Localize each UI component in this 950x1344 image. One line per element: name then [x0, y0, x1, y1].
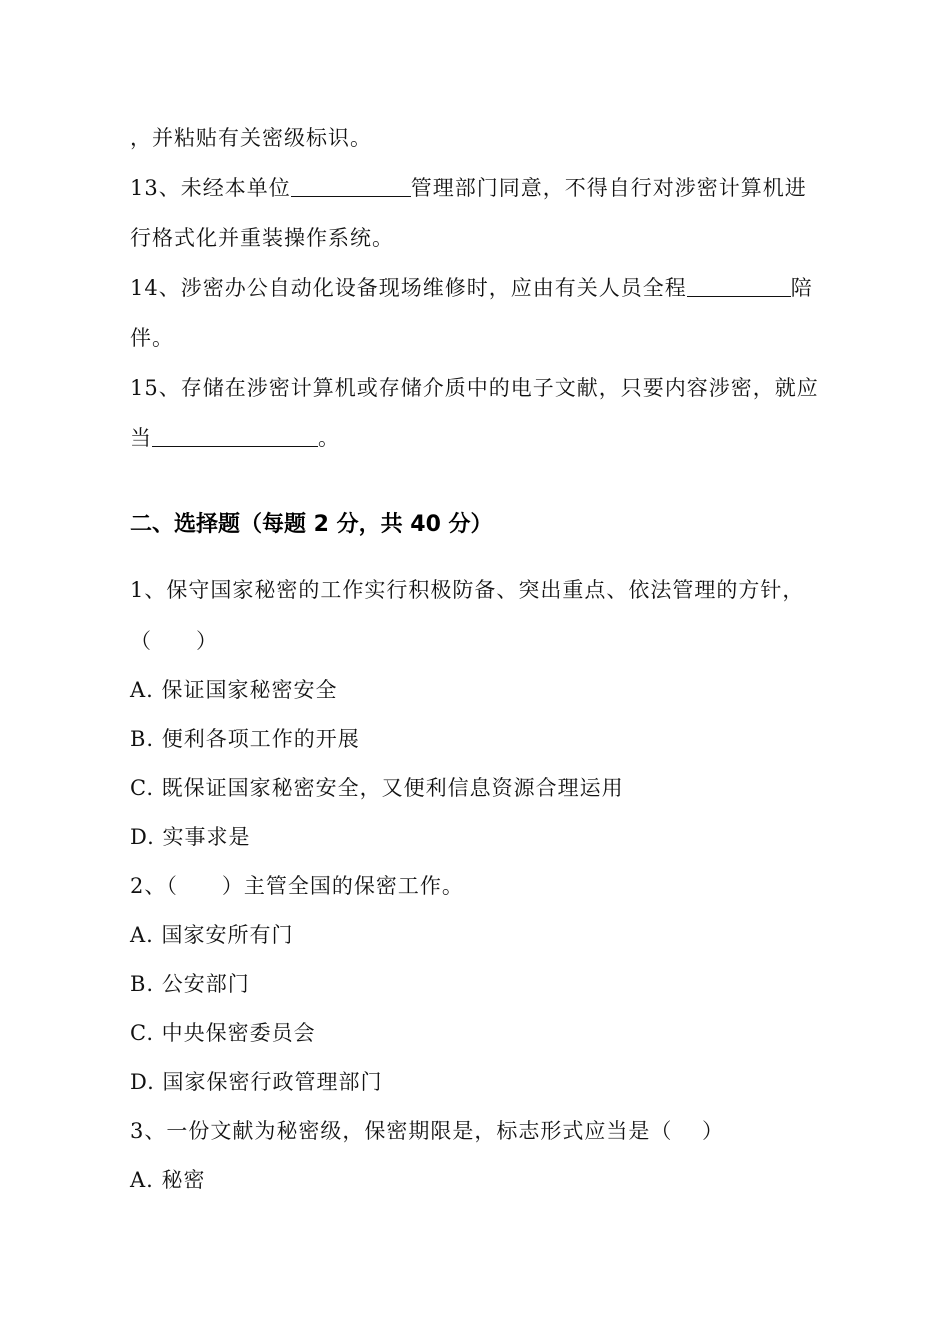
option-d: D. 国家保密行政管理部门: [130, 1070, 383, 1094]
text: 伴。: [130, 326, 174, 350]
text: 13、未经本单位: [130, 176, 291, 200]
text: ，并粘贴有关密级标识。: [130, 126, 372, 150]
question-3-stem: 3、一份文献为秘密级，保密期限是，标志形式应当是（ ）: [130, 1119, 725, 1143]
text: 。: [318, 426, 340, 450]
blank-line: [687, 276, 791, 297]
option-c: C. 中央保密委员会: [130, 1021, 316, 1045]
question-14: [130, 274, 830, 302]
text-line: [130, 224, 830, 252]
text: 管理部门同意，不得自行对涉密计算机进: [410, 176, 807, 200]
text: 当: [130, 426, 152, 450]
option-d: D. 实事求是: [130, 825, 251, 849]
text: 15、存储在涉密计算机或存储介质中的电子文献，只要内容涉密，就应: [130, 376, 819, 400]
text-line: [130, 124, 830, 152]
option-a: A. 秘密: [130, 1168, 206, 1192]
text: 14、涉密办公自动化设备现场维修时，应由有关人员全程: [130, 276, 687, 300]
question-2-stem: 2、（ ）主管全国的保密工作。: [130, 874, 464, 898]
text-line: [130, 324, 830, 352]
question-1-stem: 1、保守国家秘密的工作实行积极防备、突出重点、依法管理的方针，: [130, 578, 805, 602]
blank-line: [152, 426, 318, 447]
section-title: 二、选择题（每题 2 分，共 40 分）: [130, 512, 493, 537]
option-b: B. 便利各项工作的开展: [130, 727, 360, 751]
option-a: A. 国家安所有门: [130, 923, 294, 947]
option-c: C. 既保证国家秘密安全，又便利信息资源合理运用: [130, 776, 624, 800]
option-b: B. 公安部门: [130, 972, 250, 996]
option-a: A. 保证国家秘密安全: [130, 678, 338, 702]
text: 陪: [790, 276, 813, 300]
text: 行格式化并重装操作系统。: [130, 226, 394, 250]
blank-line: [291, 176, 411, 197]
text-line: [130, 424, 830, 452]
answer-paren: （ ）: [130, 629, 218, 653]
question-15: [130, 374, 830, 402]
question-13: [130, 174, 830, 202]
